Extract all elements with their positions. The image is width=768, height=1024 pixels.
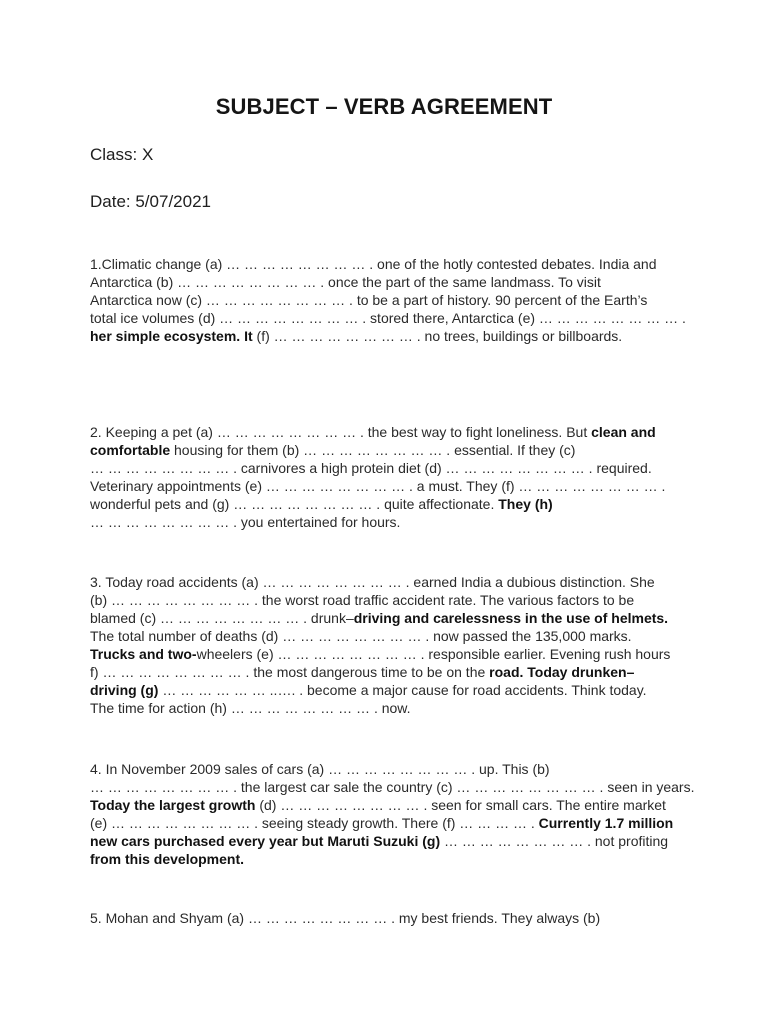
paragraph-line <box>90 573 690 591</box>
text-segment: (b) … … … … … … … … . the worst road traffic accident rate. The various factors to be <box>90 592 635 608</box>
paragraph-line <box>90 609 690 627</box>
paragraph-line <box>90 495 690 513</box>
paragraph-line <box>90 681 690 699</box>
text-segment: … … … … … … ..…. . become a major cause for road accidents. Think today. <box>158 682 647 698</box>
paragraph-line <box>90 760 690 778</box>
paragraph-line <box>90 645 690 663</box>
text-segment: … … … … … … … … . you entertained for hours. <box>90 514 401 530</box>
paragraph-line <box>90 327 690 345</box>
text-segment: Antarctica (b) … … … … … … … … . once the part of the same landmass. To visit <box>90 274 601 290</box>
paragraph-line <box>90 850 690 868</box>
text-segment: (e) … … … … … … … … . seeing steady growth. There (f) … … … … . <box>90 815 539 831</box>
text-segment: blamed (c) … … … … … … … … . drunk– <box>90 610 354 626</box>
text-segment: 3. Today road accidents (a) … … … … … … … … . earned India a dubious distinction. She <box>90 574 655 590</box>
paragraph-line <box>90 459 690 477</box>
paragraph-line <box>90 663 690 681</box>
text-segment: (d) … … … … … … … … . seen for small cars. The entire market <box>255 797 666 813</box>
class-line: Class: X <box>90 145 154 164</box>
paragraph-line <box>90 441 690 459</box>
bold-text-segment: new cars purchased every year but Maruti Suzuki (g) <box>90 833 441 849</box>
text-segment: wonderful pets and (g) … … … … … … … … . quite affectionate. <box>90 496 499 512</box>
bold-text-segment: clean and <box>591 424 656 440</box>
bold-text-segment: from this development. <box>90 851 245 867</box>
text-segment: f) … … … … … … … … . the most dangerous time to be on the <box>90 664 490 680</box>
paragraph-line <box>90 699 690 717</box>
text-segment: 2. Keeping a pet (a) … … … … … … … … . the best way to fight loneliness. But <box>90 424 592 440</box>
text-segment: 4. In November 2009 sales of cars (a) … … … … … … … … . up. This (b) <box>90 761 550 777</box>
paragraph-line <box>90 796 690 814</box>
exercise-paragraph-1 <box>90 255 690 345</box>
text-segment: housing for them (b) … … … … … … … … . essential. If they (c) <box>170 442 576 458</box>
exercise-paragraph-4 <box>90 760 695 868</box>
text-segment: wheelers (e) … … … … … … … … . responsible earlier. Evening rush hours <box>196 646 671 662</box>
text-segment: 5. Mohan and Shyam (a) … … … … … … … … . my best friends. They always (b) <box>90 910 601 926</box>
paragraph-line <box>90 309 690 327</box>
bold-text-segment: comfortable <box>90 442 171 458</box>
text-segment: The time for action (h) … … … … … … … … . now. <box>90 700 411 716</box>
paragraph-line <box>90 778 695 796</box>
paragraph-line <box>90 291 690 309</box>
exercise-paragraph-3 <box>90 573 690 717</box>
bold-text-segment: road. Today drunken– <box>489 664 635 680</box>
text-segment: Antarctica now (c) … … … … … … … … . to be a part of history. 90 percent of the Earth’s <box>90 292 648 308</box>
bold-text-segment: Today the largest growth <box>90 797 256 813</box>
paragraph-line <box>90 477 690 495</box>
document-title: SUBJECT – VERB AGREEMENT <box>215 94 553 119</box>
text-segment: 1.Climatic change (a) … … … … … … … … . one of the hotly contested debates. India and <box>90 256 657 272</box>
exercise-paragraph-2 <box>90 423 690 531</box>
paragraph-line <box>90 627 690 645</box>
date-line: Date: 5/07/2021 <box>90 192 211 211</box>
bold-text-segment: driving and carelessness in the use of helmets. <box>353 610 669 626</box>
paragraph-line <box>90 591 690 609</box>
paragraph-line <box>90 832 690 850</box>
paragraph-line <box>90 255 690 273</box>
paragraph-line <box>90 513 690 531</box>
text-segment: … … … … … … … … . not profiting <box>440 833 669 849</box>
text-segment: (f) … … … … … … … … . no trees, buildings or billboards. <box>252 328 623 344</box>
text-segment: … … … … … … … … . carnivores a high protein diet (d) … … … … … … … … . required. <box>90 460 652 476</box>
paragraph-line <box>90 909 690 927</box>
bold-text-segment: driving (g) <box>90 682 159 698</box>
text-segment: Veterinary appointments (e) … … … … … … … … . a must. They (f) … … … … … … … … . <box>90 478 666 494</box>
exercise-paragraph-5 <box>90 909 690 927</box>
paragraph-line <box>90 814 690 832</box>
paragraph-line <box>90 423 690 441</box>
bold-text-segment: her simple ecosystem. It <box>90 328 253 344</box>
text-segment: total ice volumes (d) … … … … … … … … . stored there, Antarctica (e) … … … … … … … … . <box>90 310 686 326</box>
bold-text-segment: Currently 1.7 million <box>538 815 674 831</box>
text-segment: … … … … … … … … . the largest car sale the country (c) … … … … … … … … . seen in years. <box>90 779 695 795</box>
paragraph-line <box>90 273 690 291</box>
bold-text-segment: They (h) <box>498 496 553 512</box>
bold-text-segment: Trucks and two- <box>90 646 197 662</box>
text-segment: The total number of deaths (d) … … … … … … … … . now passed the 135,000 marks. <box>90 628 632 644</box>
